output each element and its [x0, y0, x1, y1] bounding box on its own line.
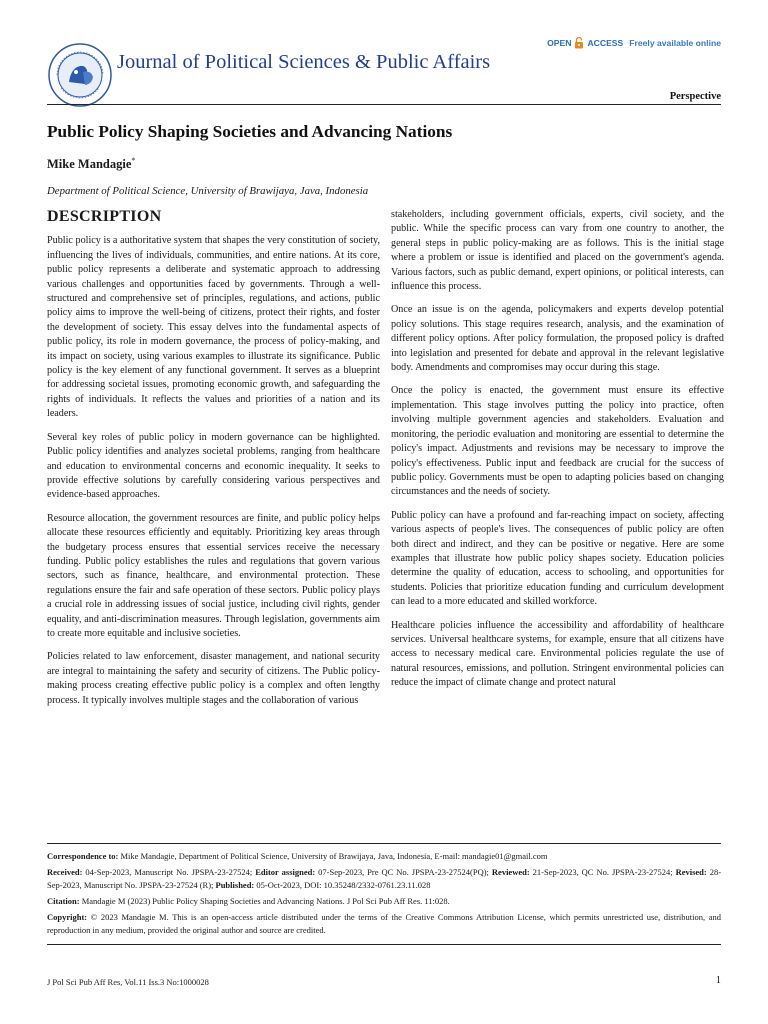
- left-column: [47, 208, 380, 717]
- received-label: Received:: [47, 867, 83, 877]
- header-divider: [47, 104, 721, 105]
- footer-divider-bottom: [47, 944, 721, 945]
- freely-available-label: Freely available online: [629, 38, 721, 48]
- author-name[interactable]: Mike Mandagie: [47, 157, 132, 172]
- author: [47, 156, 135, 172]
- right-column: [391, 208, 724, 700]
- copyright-line: [47, 911, 721, 937]
- copyright-text: © 2023 Mandagie M. This is an open-access article distributed under the terms of the Creative Commons Attribution License, which permits unrestricted use, distribution, and reproduction in any medium, provided the original author and source are credited.: [47, 912, 722, 935]
- reviewed-label: Reviewed:: [491, 867, 530, 877]
- affiliation: Department of Political Science, University of Brawijaya, Java, Indonesia: [47, 185, 369, 197]
- section-heading: DESCRIPTION: [47, 208, 162, 225]
- paragraph: Once the policy is enacted, the government must ensure its effective implementation. This stage involves putting the policy into practice, often involving multiple government agencies and stakeholders. Evaluation and monitoring, the periodic evaluation and monitoring are essential to determine the policy's impact. Adjustments and revisions may be necessary to improve the policy's effectiveness. Public input and feedback are crucial for the success of public policy. Governments must be open to adapting policies based on changing circumstances and the needs of society.: [391, 385, 724, 498]
- revised-label: Revised:: [675, 867, 707, 877]
- paragraph: Policies related to law enforcement, disaster management, and national security are integral to maintaining the safety and security of citizens. The Public policy-making process creating effective public policy is a complex and often lengthy process. It typically involves multiple stages and the collaboration of various: [47, 651, 380, 706]
- journal-logo-icon: [47, 42, 113, 108]
- footer-divider-top: [47, 843, 721, 844]
- open-lock-icon: [574, 37, 584, 49]
- correspondence-line: [47, 850, 721, 863]
- correspondence-label: Correspondence to:: [47, 851, 119, 861]
- author-mark: *: [131, 156, 136, 165]
- published-text[interactable]: 05-Oct-2023, DOI: 10.35248/2332-0761.23.11.028: [256, 880, 431, 890]
- published-label: Published:: [215, 880, 255, 890]
- dates-line: [47, 866, 721, 892]
- article-title: Public Policy Shaping Societies and Advancing Nations: [47, 122, 453, 141]
- access-label: ACCESS: [587, 38, 624, 48]
- received-text: 04-Sep-2023, Manuscript No. JPSPA-23-27524;: [85, 867, 253, 877]
- journal-title[interactable]: Journal of Political Sciences & Public Affairs: [117, 51, 491, 73]
- editor-label: Editor assigned:: [255, 867, 316, 877]
- correspondence-text[interactable]: Mike Mandagie, Department of Political Science, University of Brawijaya, Java, Indonesia, E-mail: mandagie01@gmail.com: [120, 851, 548, 861]
- paragraph: Public policy is a authoritative system that shapes the very constitution of society, influencing the lives of individuals, communities, and entire nations. At its core, public policy represents a deliberate and systematic approach to addressing various challenges and opportunities faced by governments. Through a well-structured and comprehensive set of principles, regulations, and actions, public policy aims to improve the well-being of citizens, protect their rights, and foster the development of society. This essay delves into the fundamental aspects of public policy, its role in modern governance, the process of policy-making, and its impact on society, using various examples to illustrate its significance. Public policy is the key element of any functional government. It serves as a blueprint for addressing societal issues, promoting economic growth, and safeguarding the rights of individuals. It reflects the values and priorities of a nation and its leaders.: [47, 235, 380, 420]
- paragraph: Several key roles of public policy in modern governance can be highlighted. Public policy identifies and analyzes societal problems, ranging from healthcare and education to environmental concerns and economic inequality. It seeks to provide effective solutions by carefully considering various perspectives and evidence-based approaches.: [47, 431, 380, 501]
- paragraph: Resource allocation, the government resources are finite, and public policy helps allocate these resources efficiently and equitably. Prioritizing key areas through the budgetary process ensures that essential services receive the necessary funding. Public policy establishes the rules and regulations that govern various sectors, such as finance, healthcare, and environmental protection. These regulations ensure the fair and safe operation of these sectors. Public policy plays a crucial role in addressing issues of social justice, including civil rights, gender equality, and anti-discrimination measures. Through legislation, governments aim to create more equitable and inclusive societies.: [47, 512, 380, 639]
- open-access-banner[interactable]: [547, 37, 721, 49]
- citation-label: Citation:: [47, 896, 80, 906]
- journal-reference: J Pol Sci Pub Aff Res, Vol.11 Iss.3 No:1000028: [47, 977, 209, 987]
- editor-text: 07-Sep-2023, Pre QC No. JPSPA-23-27524(PQ);: [318, 867, 489, 877]
- open-label: OPEN: [547, 38, 572, 48]
- revised-text: 28-Sep-2023, Manuscript No. JPSPA-23-27524 (R);: [47, 867, 722, 890]
- page-number: 1: [715, 975, 721, 986]
- copyright-label: Copyright:: [47, 912, 88, 922]
- paragraph: Healthcare policies influence the accessibility and affordability of healthcare services. Universal healthcare systems, for example, ensure that all citizens have access to necessary medical care. Environmental policies regulate the use of natural resources, emissions, and pollution. Stringent environmental policies can reduce the impact of climate change and protect natural: [391, 619, 724, 689]
- article-type: Perspective: [669, 91, 721, 102]
- paragraph: stakeholders, including government officials, experts, civil society, and the public. While the specific process can vary from one country to another, the general steps in public policy-making are as follows. This is the initial stage where a problem or issue is identified and placed on the government's agenda. Various factors, such as public demand, expert opinions, or political interests, can influence this process.: [391, 209, 724, 293]
- citation-line: [47, 895, 721, 908]
- article-metadata: [47, 850, 721, 940]
- citation-text: Mandagie M (2023) Public Policy Shaping Societies and Advancing Nations. J Pol Sci Pub Aff Res. 11:028.: [81, 896, 450, 906]
- reviewed-text: 21-Sep-2023, QC No. JPSPA-23-27524;: [532, 867, 673, 877]
- paragraph: Public policy can have a profound and far-reaching impact on society, affecting various aspects of people's lives. The consequences of public policy are often both direct and indirect, and they can be positive or negative. Here are some examples that illustrate how public policy shapes society. Education policies determine the quality of education, access to schooling, and opportunities for students. Policies that prioritize education funding and curriculum development can lead to a more educated and skilled workforce.: [391, 509, 724, 608]
- paragraph: Once an issue is on the agenda, policymakers and experts develop potential policy solutions. This stage requires research, analysis, and the examination of different policy options. After policy formulation, the proposed policy is drafted into legislation and presented for debate and approval in the relevant legislative body. Amendments and compromises may occur during this stage.: [391, 304, 724, 374]
